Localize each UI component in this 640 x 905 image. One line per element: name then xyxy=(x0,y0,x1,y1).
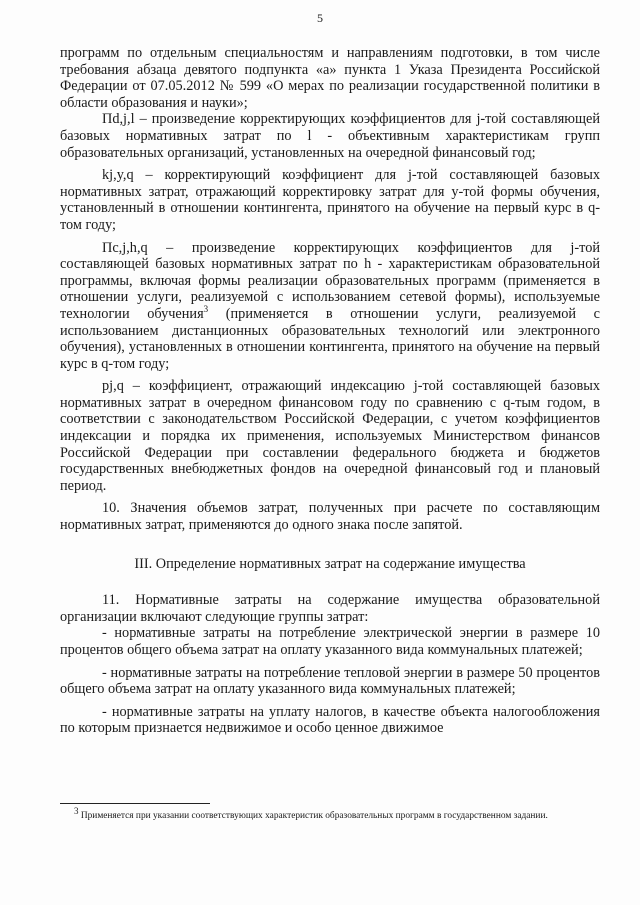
footnote-text: Применяется при указании соответствующих характеристик образовательных программ в государственном задании. xyxy=(80,811,548,821)
paragraph: 10. Значения объемов затрат, полученных при расчете по составляющим нормативных затрат, применяются до одного знака после запятой. xyxy=(60,500,600,534)
footnote-marker: 3 xyxy=(203,304,209,315)
page-number: 5 xyxy=(317,11,323,25)
section-heading: III. Определение нормативных затрат на содержание имущества xyxy=(134,555,526,572)
list-item: - нормативные затраты на уплату налогов, в качестве объекта налогообложения по которым признается недвижимое и особо ценное движимое xyxy=(60,703,600,737)
paragraph: 11. Нормативные затраты на содержание имущества образовательной организации включают следующие группы затрат: xyxy=(60,592,600,625)
paragraph: pj,q – коэффициент, отражающий индексацию j-той составляющей базовых нормативных затрат в очередном финансовом году по сравнению с q-тым годом, в соответствии с законодательством Российской Федерации, с учетом коэффициентов индексации и порядка их применения, используемых Министерством финансов Российской Федерации при составлении федерального бюджета и бюджетов государственных внебюджетных фондов на очередной финансовый год и плановый период. xyxy=(60,378,600,494)
paragraph: kj,y,q – корректирующий коэффициент для j-той составляющей базовых нормативных затрат, отражающий корректировку затрат для y-той формы обучения, установленный в отношении контингента, принятого на обучение на первый курс в q-том году; xyxy=(60,167,600,233)
paragraph: программ по отдельным специальностям и направлениям подготовки, в том числе требования абзаца девятого подпункта «а» пункта 1 Указа Президента Российской Федерации от 07.05.2012 № 599 «О мерах по реализации государственной политики в области образования и науки»; xyxy=(60,45,600,111)
footnote xyxy=(60,805,600,822)
paragraph-text: Пс,j,h,q – произведение корректирующих коэффициентов для j-той составляющей базовых нормативных затрат по h - характеристикам образовательной программы, включая формы реализации образовательных программ (применяется в отношении услуги, реализуемой с использованием сетевой формы), используемые технологии обучения xyxy=(60,239,600,322)
list-item: - нормативные затраты на потребление тепловой энергии в размере 50 процентов общего объема затрат на оплату указанного вида коммунальных платежей; xyxy=(60,664,600,698)
footnote-divider xyxy=(60,803,210,804)
paragraph: Пd,j,l – произведение корректирующих коэффициентов для j-той составляющей базовых нормативных затрат по l - объективным характеристикам групп образовательных организаций, установленных на очередной финансовый год; xyxy=(60,111,600,161)
list-item: - нормативные затраты на потребление электрической энергии в размере 10 процентов общего объема затрат на оплату указанного вида коммунальных платежей; xyxy=(60,625,600,658)
paragraph-text: (применяется в отношении услуги, реализуемой с использованием дистанционных образовательных технологий или электронного обучения), установленных в отношении контингента, принятого на обучение на первый курс в q-том году; xyxy=(60,305,600,372)
paragraph xyxy=(60,240,600,373)
footnote-marker: 3 xyxy=(74,805,79,816)
document-body xyxy=(60,45,600,737)
